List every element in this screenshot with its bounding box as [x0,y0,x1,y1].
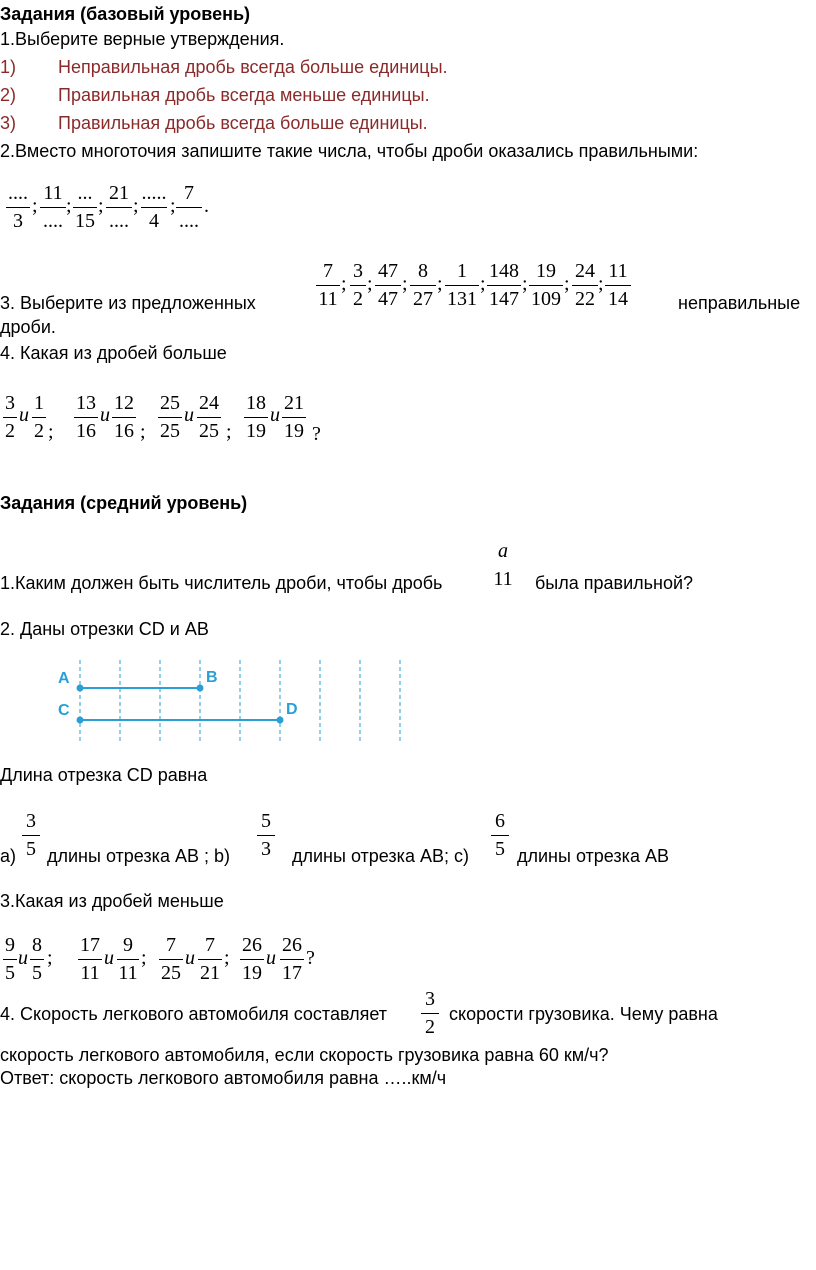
and-word: и [185,947,195,969]
basic-q2: 2.Вместо многоточия запишите такие числа, чтобы дроби оказались правильными: [0,141,699,161]
q3-fraction: 7 21 [200,934,220,984]
middle-title: Задания (средний уровень) [0,493,248,513]
option-1-text: Неправильная дробь всегда больше единицы. [58,57,448,77]
q3-fraction: 1 131 [447,260,477,310]
and-word: и [266,947,276,969]
q4-fraction: 21 19 [284,392,304,442]
q3-fraction: 3 2 [350,260,366,310]
option-3 [0,112,428,134]
separator: ; [47,947,53,969]
separator: ; [170,195,176,217]
q3-fraction: 148 147 [489,260,519,310]
and-word: и [19,404,29,426]
separator: ; [564,273,570,295]
answer-b-fraction: 5 3 [257,810,275,860]
basic-q3-text-end: неправильные [678,293,801,313]
q3-fraction: 7 11 [316,260,340,310]
question-mark: ? [306,947,315,969]
answer-a-fraction: 3 5 [22,810,40,860]
separator: ; [48,421,54,443]
and-word: и [184,404,194,426]
middle-q2-length: Длина отрезка CD равна [0,765,208,785]
q2-fraction: 21 .... [106,182,132,232]
separator: ; [480,273,486,295]
and-word: и [100,404,110,426]
q3-fraction: 7 25 [161,934,181,984]
q2-fraction: 11 .... [40,182,66,232]
option-2-text: Правильная дробь всегда меньше единицы. [58,85,430,105]
q3-fraction: 9 5 [5,934,15,984]
q3-fraction: 24 22 [572,260,598,310]
separator: ; [522,273,528,295]
q4-fraction: 24 25 [199,392,219,442]
answer-a-label: а) [0,846,17,866]
and-word: и [104,947,114,969]
basic-q1: 1.Выберите верные утверждения. [0,29,285,49]
option-2 [0,84,430,106]
option-1 [0,56,448,78]
and-word: и [270,404,280,426]
middle-q1-text-end: была правильной? [535,573,694,593]
point-a [77,685,84,692]
label-a: A [58,670,70,687]
option-2-number: 2) [0,85,17,105]
separator: ; [402,273,408,295]
period: . [204,195,209,217]
label-b: B [206,669,218,686]
and-word: и [18,947,28,969]
q4-fraction: 3 2 [5,392,15,442]
answer-c-text: длины отрезка АВ [517,846,669,866]
q4-fraction: 1 2 [34,392,44,442]
q2-fraction: 7 .... [176,182,202,232]
segments-diagram [40,656,420,748]
separator: ; [437,273,443,295]
middle-q1-fraction: a 11 [493,540,513,590]
answer-c-fraction: 6 5 [491,810,509,860]
question-mark: ? [312,423,321,445]
q4-fraction: 18 19 [246,392,266,442]
separator: ; [141,947,147,969]
separator: ; [32,195,38,217]
middle-q3: 3.Какая из дробей меньше [0,891,224,911]
separator: ; [598,273,604,295]
separator: ; [98,195,104,217]
q2-fraction: .... 3 [8,182,28,232]
q4-fraction: 12 16 [114,392,134,442]
q2-fraction: ..... 4 [141,182,167,232]
separator: ; [66,195,72,217]
answer-line: Ответ: скорость легкового автомобиля равна …..км/ч [0,1068,447,1088]
middle-q4-text-wrap: скорость легкового автомобиля, если скорость грузовика равна 60 км/ч? [0,1045,609,1065]
separator: ; [140,421,146,443]
answer-a-text: длины отрезка АВ ; b) [47,846,230,866]
middle-q2: 2. Даны отрезки CD и AB [0,619,209,639]
point-c [77,717,84,724]
middle-q4-fraction: 3 2 [421,988,439,1038]
q3-fraction: 47 47 [375,260,401,310]
grid-lines [80,660,400,742]
point-b [197,685,204,692]
q4-fraction: 25 25 [160,392,180,442]
answer-b-text: длины отрезка АВ; с) [292,846,469,866]
point-d [277,717,284,724]
q3-fraction: 26 17 [282,934,302,984]
q2-fraction: ... 15 [75,182,95,232]
middle-q1-text: 1.Каким должен быть числитель дроби, чтобы дробь [0,573,443,593]
option-3-number: 3) [0,113,17,133]
label-c: C [58,702,70,719]
q3-fraction: 26 19 [242,934,262,984]
separator: ; [367,273,373,295]
q3-fraction: 11 14 [605,260,631,310]
option-1-number: 1) [0,57,17,77]
separator: ; [133,195,139,217]
option-3-text: Правильная дробь всегда больше единицы. [58,113,428,133]
middle-q4-text-end: скорости грузовика. Чему равна [449,1004,718,1024]
q3-fraction: 19 109 [531,260,561,310]
q3-fraction: 8 27 [410,260,436,310]
q3-fraction: 8 5 [32,934,42,984]
label-d: D [286,701,298,718]
q3-fraction: 9 11 [118,934,138,984]
separator: ; [341,273,347,295]
separator: ; [226,421,232,443]
basic-title: Задания (базовый уровень) [0,4,251,24]
basic-q4: 4. Какая из дробей больше [0,343,227,363]
q3-fraction: 17 11 [80,934,100,984]
middle-q4-text: 4. Скорость легкового автомобиля составляет [0,1004,388,1024]
q4-fraction: 13 16 [76,392,96,442]
separator: ; [224,947,230,969]
basic-q3-text: 3. Выберите из предложенных [0,293,256,313]
basic-q3-text-wrap: дроби. [0,317,56,337]
